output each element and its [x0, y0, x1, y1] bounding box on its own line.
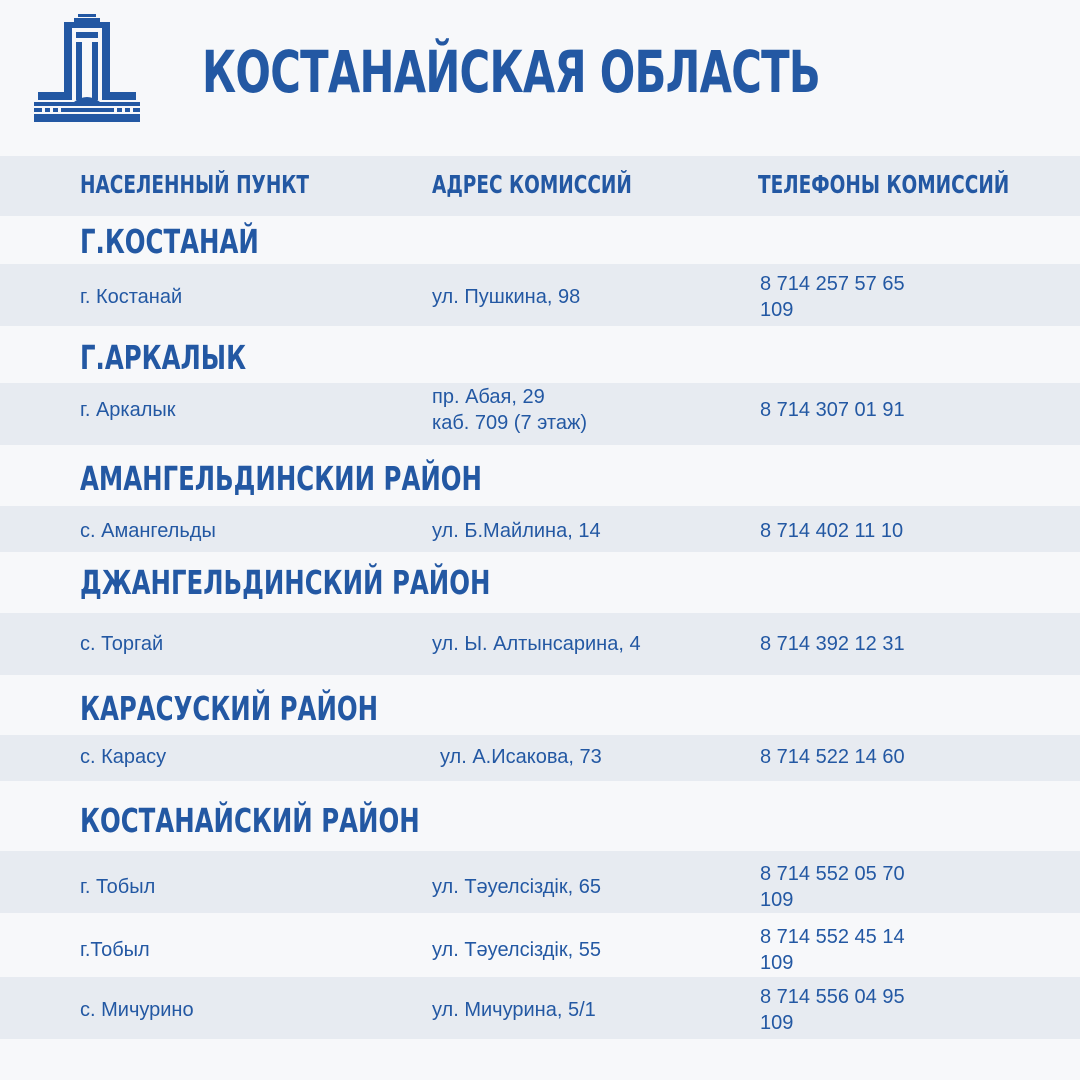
phone-line: 8 714 522 14 60 [760, 746, 905, 768]
address-cell [432, 284, 580, 310]
address-line: ул. А.Исакова, 73 [440, 746, 602, 768]
column-header-place: НАСЕЛЕННЫЙ ПУНКТ [80, 170, 310, 199]
section-title: Г.АРКАЛЫК [80, 338, 247, 377]
phone-extension: 109 [760, 952, 794, 974]
phone-extension: 109 [760, 889, 794, 911]
section-title: КОСТАНАЙСКИЙ РАЙОН [80, 801, 420, 840]
phone-cell [760, 631, 905, 657]
column-header-phone: ТЕЛЕФОНЫ КОМИССИЙ [758, 170, 1010, 199]
phone-cell [760, 984, 905, 1036]
address-cell [432, 631, 641, 657]
section-title: Г.КОСТАНАЙ [80, 222, 259, 261]
phone-extension: 109 [760, 299, 794, 321]
place-cell: г. Костанай [80, 286, 183, 308]
place-cell: г. Аркалык [80, 399, 176, 421]
section-title: АМАНГЕЛЬДИНСКИИ РАЙОН [80, 459, 482, 498]
address-line: ул. Ы. Алтынсарина, 4 [432, 633, 641, 655]
address-line: пр. Абая, 29 [432, 386, 545, 408]
place-cell: с. Мичурино [80, 999, 194, 1021]
place-cell: с. Амангельды [80, 520, 216, 542]
section-title: КАРАСУСКИЙ РАЙОН [80, 689, 379, 728]
phone-cell [760, 744, 905, 770]
address-line: ул. Тәуелсіздік, 65 [432, 876, 601, 898]
phone-line: 8 714 556 04 95 [760, 986, 905, 1008]
address-cell [432, 518, 601, 544]
address-line: ул. Тәуелсіздік, 55 [432, 939, 601, 961]
address-line: ул. Пушкина, 98 [432, 286, 581, 308]
phone-cell [760, 518, 903, 544]
address-cell [432, 937, 601, 963]
address-cell [432, 384, 587, 436]
address-cell [432, 997, 596, 1023]
address-cell [432, 874, 601, 900]
phone-line: 8 714 257 57 65 [760, 273, 905, 295]
phone-line: 8 714 552 45 14 [760, 926, 905, 948]
address-line: ул. Мичурина, 5/1 [432, 999, 596, 1021]
place-cell: г.Тобыл [80, 939, 150, 961]
address-cell [440, 744, 602, 770]
place-cell: с. Карасу [80, 746, 167, 768]
phone-line: 8 714 402 11 10 [760, 520, 904, 542]
government-building-icon [34, 14, 140, 124]
phone-line: 8 714 552 05 70 [760, 863, 905, 885]
phone-cell [760, 397, 905, 423]
place-cell: с. Торгай [80, 633, 164, 655]
phone-cell [760, 271, 905, 323]
phone-extension: 109 [760, 1012, 794, 1034]
phone-cell [760, 924, 905, 976]
phone-cell [760, 861, 905, 913]
phone-line: 8 714 307 01 91 [760, 399, 905, 421]
page-title: КОСТАНАЙСКАЯ ОБЛАСТЬ [202, 38, 820, 106]
phone-line: 8 714 392 12 31 [760, 633, 905, 655]
address-line: ул. Б.Майлина, 14 [432, 520, 601, 542]
place-cell: г. Тобыл [80, 876, 156, 898]
address-line: каб. 709 (7 этаж) [432, 412, 588, 434]
section-title: ДЖАНГЕЛЬДИНСКИЙ РАЙОН [80, 563, 491, 602]
column-header-address: АДРЕС КОМИССИЙ [432, 170, 632, 199]
